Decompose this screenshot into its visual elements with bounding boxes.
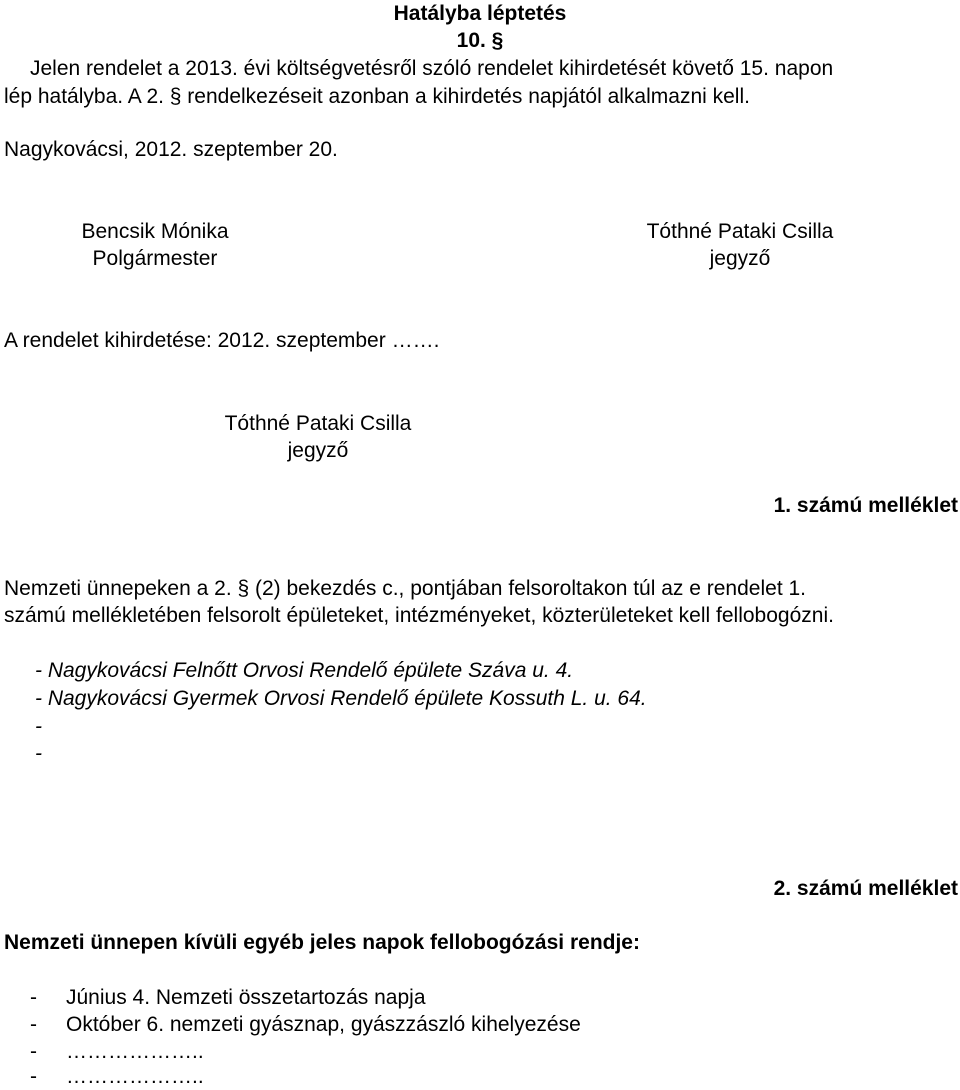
annex-1-label: 1. számú melléklet xyxy=(773,494,958,517)
annex-2-item-text: ……………….. xyxy=(66,1040,204,1063)
paragraph-line-2: lép hatályba. A 2. § rendelkezéseit azonban a kihirdetés napjától alkalmazni kell. xyxy=(4,85,750,108)
annex-2-item-text: Október 6. nemzeti gyásznap, gyászzászló kihelyezése xyxy=(66,1013,581,1036)
promulgation-signer-name: Tóthné Pataki Csilla xyxy=(224,412,412,435)
annex-1-intro-line-2: számú mellékletében felsorolt épületeket, intézményeket, közterületeket kell fellobogózni. xyxy=(4,604,834,627)
section-number: 10. § xyxy=(456,29,504,52)
annex-1-list-item: - Nagykovácsi Gyermek Orvosi Rendelő épülete Kossuth L. u. 64. xyxy=(35,687,647,710)
annex-2-item-dash: - xyxy=(30,986,37,1009)
annex-1-list-item: - Nagykovácsi Felnőtt Orvosi Rendelő épülete Száva u. 4. xyxy=(35,659,574,682)
annex-2-item-dash: - xyxy=(30,1013,37,1036)
annex-2-item-dash: - xyxy=(30,1040,37,1063)
section-heading: Hatályba léptetés xyxy=(393,2,567,25)
signer-right-name: Tóthné Pataki Csilla xyxy=(646,220,834,243)
signer-left-name: Bencsik Mónika xyxy=(81,220,229,243)
place-date: Nagykovácsi, 2012. szeptember 20. xyxy=(4,138,338,161)
annex-1-intro-line-1: Nemzeti ünnepeken a 2. § (2) bekezdés c., pontjában felsoroltakon túl az e rendelet 1. xyxy=(4,577,806,600)
annex-1-list-item: - xyxy=(35,715,42,738)
signer-right-role: jegyző xyxy=(709,247,771,270)
promulgation-signer-role: jegyző xyxy=(287,439,349,462)
annex-2-item-dash: - xyxy=(30,1065,37,1088)
annex-1-list-item: - xyxy=(35,742,42,765)
signer-left-role: Polgármester xyxy=(92,247,218,270)
annex-2-label: 2. számú melléklet xyxy=(773,877,958,900)
annex-2-item-text: Június 4. Nemzeti összetartozás napja xyxy=(66,986,426,1009)
paragraph-line-1: Jelen rendelet a 2013. évi költségvetésről szóló rendelet kihirdetését követő 15. napon xyxy=(30,57,834,80)
annex-2-title: Nemzeti ünnepen kívüli egyéb jeles napok fellobogózási rendje: xyxy=(4,931,640,954)
annex-2-item-text: ……………….. xyxy=(66,1065,204,1088)
promulgation-text: A rendelet kihirdetése: 2012. szeptember ……. xyxy=(4,329,440,352)
